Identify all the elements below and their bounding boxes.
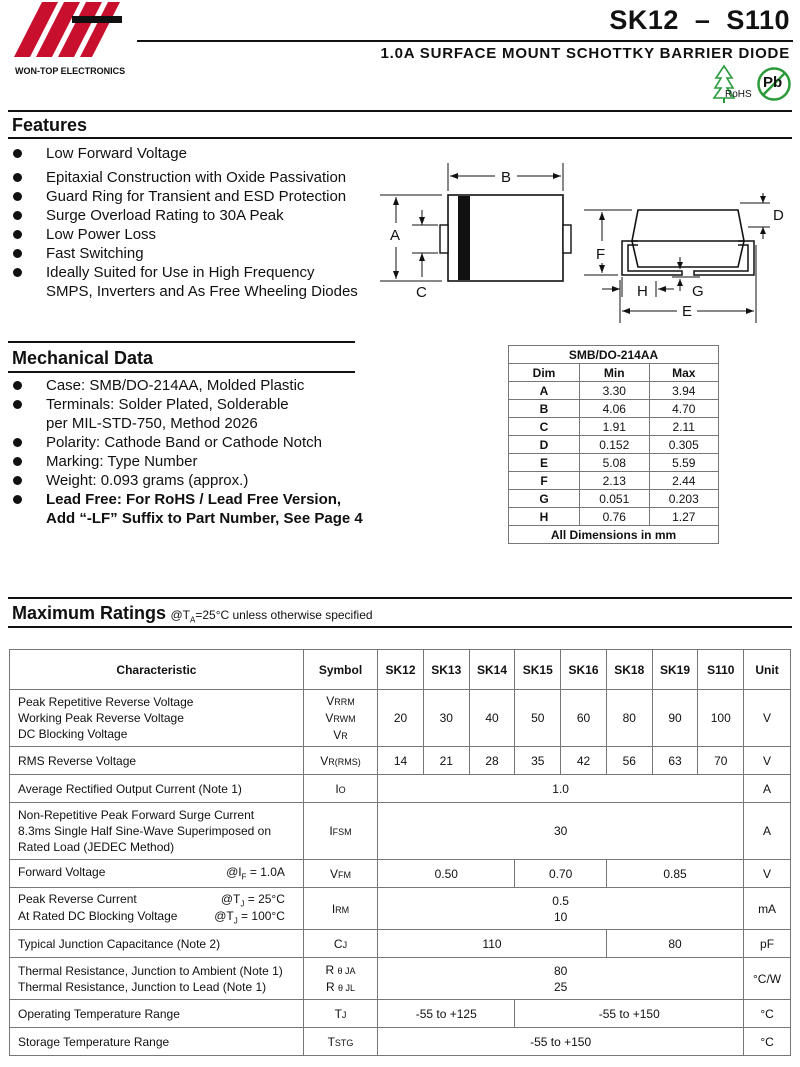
table-row: Peak Repetitive Reverse Voltage Working Peak Reverse Voltage DC Blocking Voltage VRRM VRWM VR 20 30 40 50 60 80 90 100 V (10, 690, 791, 747)
part-range-title: SK12 – S110 (609, 5, 790, 35)
dim-header: Min (580, 364, 650, 382)
pb-label: Pb (763, 74, 783, 91)
table-row: Storage Temperature Range TSTG -55 to +150 °C (10, 1028, 791, 1056)
table-row: D 0.152 0.305 (509, 436, 719, 454)
mech-item: Polarity: Cathode Band or Cathode Notch (12, 433, 412, 452)
table-row: Operating Temperature Range TJ -55 to +125 -55 to +150 °C (10, 1000, 791, 1028)
rohs-label: RoHS (725, 89, 752, 100)
company-logo (14, 2, 124, 62)
mech-top-rule (8, 341, 355, 343)
mech-item-continuation: per MIL-STD-750, Method 2026 (46, 415, 258, 432)
ratings-rule (8, 626, 792, 628)
ratings-title: Maximum Ratings (12, 603, 167, 623)
mechanical-title: Mechanical Data (12, 348, 154, 368)
table-row: G 0.051 0.203 (509, 490, 719, 508)
table-row: RMS Reverse Voltage VR(RMS) 14 21 28 35 42 56 63 70 V (10, 747, 791, 775)
dim-header: Max (649, 364, 719, 382)
dimension-table (508, 345, 719, 544)
dim-label-b: B (500, 169, 512, 186)
table-row: A 3.30 3.94 (509, 382, 719, 400)
dim-label-d: D (773, 207, 784, 224)
ratings-header-row: Characteristic Symbol SK12 SK13 SK14 SK15 SK16 SK18 SK19 S110 Unit (10, 650, 791, 690)
dim-header: Dim (509, 364, 580, 382)
ratings-top-rule (8, 597, 792, 599)
ratings-table (9, 649, 791, 1056)
table-row: E 5.08 5.59 (509, 454, 719, 472)
features-title: Features (12, 115, 88, 135)
feature-item: Epitaxial Construction with Oxide Passivation (12, 168, 392, 187)
feature-item: Guard Ring for Transient and ESD Protection (12, 187, 392, 206)
ratings-heading (12, 603, 373, 624)
table-row: C 1.91 2.11 (509, 418, 719, 436)
feature-item: Ideally Suited for Use in High Frequency (12, 263, 392, 282)
dim-label-g: G (692, 283, 704, 300)
table-row: Non-Repetitive Peak Forward Surge Current 8.3ms Single Half Sine-Wave Superimposed on Rated Load (JEDEC Method) IFSM 30 A (10, 803, 791, 860)
table-row: B 4.06 4.70 (509, 400, 719, 418)
feature-item-continuation: SMPS, Inverters and As Free Wheeling Diodes (46, 283, 358, 300)
table-row: Thermal Resistance, Junction to Ambient (Note 1) Thermal Resistance, Junction to Lead (Note 1) R θ JA R θ JL 80 25 °C/W (10, 958, 791, 1000)
table-row: Average Rectified Output Current (Note 1) IO 1.0 A (10, 775, 791, 803)
package-outline-diagram (380, 155, 800, 330)
mechanical-list (12, 376, 412, 528)
mech-rule (8, 371, 355, 373)
dim-label-h: H (637, 283, 648, 300)
table-row: Peak Reverse Current $@T_J = 25^\circ C$ At Rated DC Blocking Voltage $@T_J = 100^\circ C$ IRM 0.5 10 mA (10, 888, 791, 930)
dim-label-f: F (596, 246, 606, 263)
mech-item: Case: SMB/DO-214AA, Molded Plastic (12, 376, 412, 395)
table-row: Typical Junction Capacitance (Note 2) CJ 110 80 pF (10, 930, 791, 958)
feature-item: Low Forward Voltage (12, 144, 392, 163)
feature-item: Low Power Loss (12, 225, 392, 244)
table-row: F 2.13 2.44 (509, 472, 719, 490)
mech-item: Weight: 0.093 grams (approx.) (12, 471, 412, 490)
table-row: Forward Voltage $@I_F = 1.0A$ VFM 0.50 0.70 0.85 V (10, 860, 791, 888)
cathode-band (458, 196, 470, 280)
table-row: H 0.76 1.27 (509, 508, 719, 526)
dim-table-footer: All Dimensions in mm (509, 526, 719, 544)
mech-item: Marking: Type Number (12, 452, 412, 471)
dim-label-e: E (681, 303, 693, 320)
feature-item: Surge Overload Rating to 30A Peak (12, 206, 392, 225)
features-list (12, 144, 392, 301)
dim-table-title: SMB/DO-214AA (509, 346, 719, 364)
header-rule (137, 40, 793, 42)
ratings-condition: $@T_A=25^\circ C$ unless otherwise specified (170, 608, 373, 625)
dim-label-a: A (390, 227, 401, 244)
company-name: WON-TOP ELECTRONICS (15, 66, 126, 76)
feature-item: Fast Switching (12, 244, 392, 263)
mech-item: Terminals: Solder Plated, Solderable (12, 395, 412, 414)
mech-item-continuation: Add “-LF” Suffix to Part Number, See Page 4 (46, 510, 363, 527)
subtitle: 1.0A SURFACE MOUNT SCHOTTKY BARRIER DIODE (380, 45, 790, 62)
mech-item-lead-free: Lead Free: For RoHS / Lead Free Version, (12, 490, 412, 509)
dim-label-c: C (416, 284, 427, 301)
features-rule (8, 137, 792, 139)
section-rule (8, 110, 792, 112)
